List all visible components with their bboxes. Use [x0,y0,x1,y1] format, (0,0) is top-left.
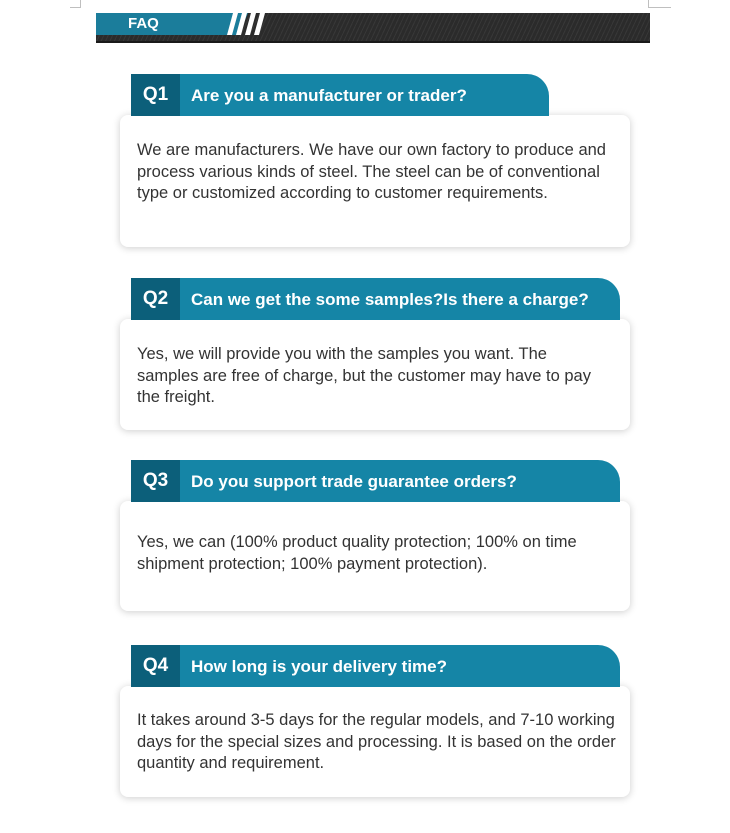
question-number: Q3 [131,460,180,502]
question-number: Q4 [131,645,180,687]
crop-mark [649,7,671,8]
answer-text: Yes, we can (100% product quality protection; 100% on time shipment protection; 100% payment protection). [137,533,577,573]
question-text: Are you a manufacturer or trader? [191,86,467,105]
stripes-decoration [225,13,269,35]
answer-text: It takes around 3-5 days for the regular models, and 7-10 working days for the special sizes and processing. It is based on the order quantity and requirement. [137,711,616,772]
question-number: Q1 [131,74,180,116]
question-text: Can we get the some samples?Is there a charge? [191,290,589,309]
question-tab [131,645,620,687]
page-title: FAQ [128,15,159,32]
header-underline [96,41,650,43]
crop-mark [70,7,80,8]
answer-text: We are manufacturers. We have our own factory to produce and process various kinds of steel. The steel can be of conventional type or customized according to customer requirements. [137,141,606,202]
question-tab [131,460,620,502]
question-tab [131,74,549,116]
crop-mark [80,0,81,8]
question-text: Do you support trade guarantee orders? [191,472,517,491]
question-tab [131,278,620,320]
question-number: Q2 [131,278,180,320]
answer-text: Yes, we will provide you with the samples you want. The samples are free of charge, but the customer may have to pay the freight. [137,345,591,406]
question-text: How long is your delivery time? [191,657,447,676]
